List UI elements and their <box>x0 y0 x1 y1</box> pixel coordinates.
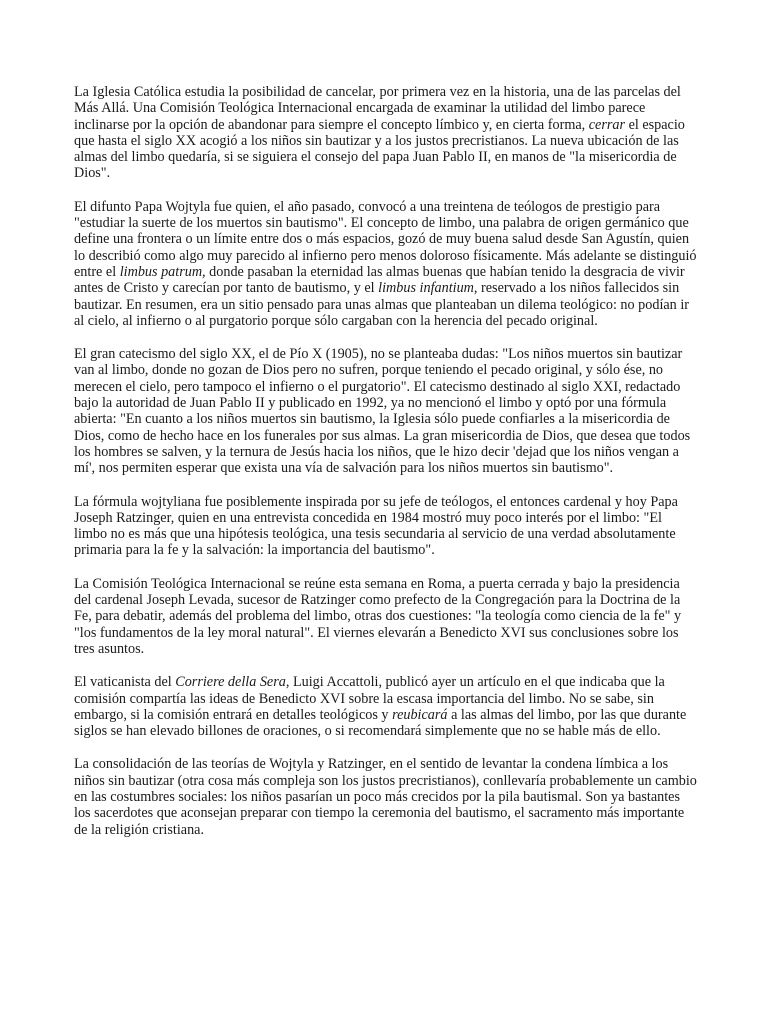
paragraph <box>74 84 698 182</box>
text-run: La fórmula wojtyliana fue posiblemente inspirada por su jefe de teólogos, el entonces cardenal y hoy Papa Joseph Ratzinger, quien en una entrevista concedida en 1984 mostró muy poco interés por el limbo: "El limbo no es más que una hipótesis teológica, una tesis secundaria al servicio de una verdad absolutamente primaria para la fe y la salvación: la importancia del bautismo". <box>74 493 678 559</box>
text-run: El vaticanista del <box>74 674 176 691</box>
text-run: Luigi Accattoli, publicó ayer un artículo en el que indicaba que la comisión compartía las ideas de Benedicto XVI sobre la escasa importancia del limbo. No se sabe, sin embargo, si la comisión entrará en detalles teológicos y <box>74 674 665 723</box>
text-run: La Comisión Teológica Internacional se reúne esta semana en Roma, a puerta cerrada y bajo la presidencia del cardenal Joseph Levada, sucesor de Ratzinger como prefecto de la Congregación para la Doctrina de la Fe, para debatir, además del problema del limbo, otras dos cuestiones: "la teología como ciencia de la fe" y "los fundamentos de la ley moral natural". El viernes elevarán a Benedicto XVI sus conclusiones sobre los tres asuntos. <box>74 575 682 657</box>
italic-text: limbus patrum, <box>119 263 206 280</box>
paragraph <box>74 346 698 476</box>
text-run: La Iglesia Católica estudia la posibilidad de cancelar, por primera vez en la historia, una de las parcelas del Más Allá. Una Comisión Teológica Internacional encargada de examinar la utilidad del limbo parece inclinarse por la opción de abandonar para siempre el concepto límbico y, en cierta forma, <box>74 84 681 133</box>
italic-text: cerrar <box>588 116 626 133</box>
text-run: El gran catecismo del siglo XX, el de Pío X (1905), no se planteaba dudas: "Los niños muertos sin bautizar van al limbo, donde no gozan de Dios pero no sufren, porque teniendo el pecado original, y sólo ése, no merecen el cielo, pero tampoco el infierno o el purgatorio". El catecismo destinado al siglo XXI, redactado bajo la autoridad de Juan Pablo II y publicado en 1992, ya no mencionó el limbo y optó por una fórmula abierta: "En cuanto a los niños muertos sin bautismo, la Iglesia sólo puede confiarles a la misericordia de Dios, como de hecho hace en los funerales por sus almas. La gran misericordia de Dios, que desea que todos los hombres se salven, y la ternura de Jesús hacia los niños, que le hizo decir 'dejad que los niños vengan a mí', nos permiten esperar que exista una vía de salvación para los niños muertos sin bautismo". <box>74 346 691 477</box>
text-run: el espacio que hasta el siglo XX acogió a los niños sin bautizar y a los justos precristianos. La nueva ubicación de las almas del limbo quedaría, si se siguiera el consejo del papa Juan Pablo II, en manos de "la misericordia de Dios". <box>74 116 685 182</box>
text-run: donde pasaban la eternidad las almas buenas que habían tenido la desgracia de vivir antes de Cristo y carecían por tanto de bautismo, y el <box>74 263 685 297</box>
paragraph <box>74 576 698 657</box>
paragraph <box>74 494 698 559</box>
italic-text: Corriere della Sera, <box>175 674 290 691</box>
document-page <box>74 84 698 855</box>
text-run: La consolidación de las teorías de Wojtyla y Ratzinger, en el sentido de levantar la condena límbica a los niños sin bautizar (otra cosa más compleja son los justos precristianos), conllevaría probablemente un cambio en las costumbres sociales: los niños pasarían un poco más crecidos por la pila bautismal. Son ya bastantes los sacerdotes que aconsejan preparar con tiempo la ceremonia del bautismo, el sacramento más importante de la religión cristiana. <box>74 756 697 838</box>
text-run: a las almas del limbo, por las que durante siglos se han elevado billones de oraciones, o si recomendará simplemente que no se hable más de ello. <box>74 706 687 740</box>
italic-text: reubicará <box>392 706 448 723</box>
paragraph <box>74 756 698 837</box>
italic-text: limbus infantium, <box>378 280 478 297</box>
paragraph <box>74 199 698 329</box>
paragraph <box>74 674 698 739</box>
text-run: El difunto Papa Wojtyla fue quien, el año pasado, convocó a una treintena de teólogos de prestigio para "estudiar la suerte de los muertos sin bautismo". El concepto de limbo, una palabra de origen germánico que define una frontera o un límite entre dos o más espacios, gozó de muy buena salud desde San Agustín, quien lo describió como algo muy parecido al infierno pero menos doloroso físicamente. Más adelante se distinguió entre el <box>74 198 697 280</box>
text-run: reservado a los niños fallecidos sin bautizar. En resumen, era un sitio pensado para unas almas que planteaban un dilema teológico: no podían ir al cielo, al infierno o al purgatorio porque sólo cargaban con la herencia del pecado original. <box>74 280 689 329</box>
